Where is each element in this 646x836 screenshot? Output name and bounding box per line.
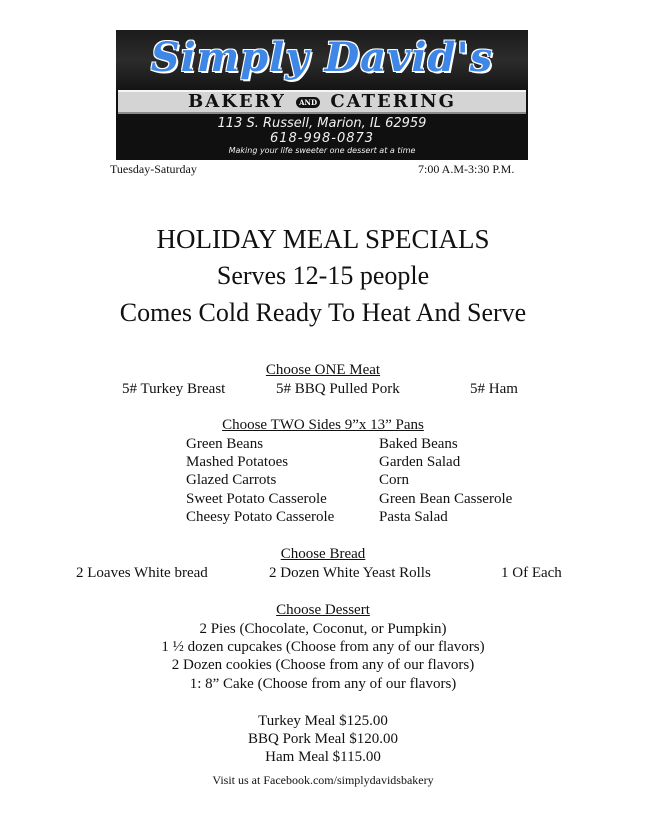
side-option: Sweet Potato Casserole: [186, 491, 327, 507]
dessert-header-text: Choose Dessert: [276, 602, 370, 618]
side-option: Green Beans: [186, 436, 264, 452]
side-option: Pasta Salad: [379, 509, 448, 525]
logo-phone: 618-998-0873: [269, 131, 375, 146]
dessert-section-header: [0, 602, 646, 619]
meat-option: 5# Ham: [470, 381, 518, 397]
logo-tagline-bakery: BAKERY: [188, 91, 286, 112]
bread-option: 1 Of Each: [501, 565, 562, 581]
dessert-option: 1 ½ dozen cupcakes (Choose from any of our flavors): [161, 639, 485, 655]
facebook-footer: Visit us at Facebook.com/simplydavidsbakery: [212, 773, 434, 787]
bread-section-header: [0, 546, 646, 563]
bread-option: 2 Loaves White bread: [76, 565, 208, 581]
meat-option: 5# Turkey Breast: [122, 381, 226, 397]
side-option: Cheesy Potato Casserole: [186, 509, 335, 525]
side-option: Baked Beans: [379, 436, 458, 452]
sides-header-text: Choose TWO Sides 9”x 13” Pans: [222, 417, 424, 433]
meat-option: 5# BBQ Pulled Pork: [276, 381, 400, 397]
logo-tagline: [118, 90, 526, 114]
dessert-option: 2 Pies (Chocolate, Coconut, or Pumpkin): [199, 621, 447, 637]
side-option: Mashed Potatoes: [186, 454, 289, 470]
side-option: Corn: [379, 472, 409, 488]
side-option: Green Bean Casserole: [379, 491, 513, 507]
page-title: HOLIDAY MEAL SPECIALS: [156, 224, 490, 254]
dessert-option: 1: 8” Cake (Choose from any of our flavors): [189, 676, 457, 692]
meat-section-header: [0, 362, 646, 379]
logo-tagline-and: AND: [296, 97, 320, 108]
price-line: BBQ Pork Meal $120.00: [248, 731, 398, 747]
bakery-logo: [116, 30, 528, 160]
dessert-option: 2 Dozen cookies (Choose from any of our flavors): [171, 657, 475, 673]
sides-section-header: [0, 417, 646, 434]
price-line: Turkey Meal $125.00: [258, 713, 388, 729]
business-hours: 7:00 A.M-3:30 P.M.: [418, 162, 515, 176]
meat-header-text: Choose ONE Meat: [265, 362, 381, 378]
logo-name: Simply David's: [150, 34, 494, 81]
bread-option: 2 Dozen White Yeast Rolls: [269, 565, 431, 581]
logo-tagline-catering: CATERING: [330, 91, 456, 112]
business-days: Tuesday-Saturday: [110, 162, 197, 176]
side-option: Garden Salad: [379, 454, 461, 470]
logo-slogan: Making your life sweeter one dessert at a time: [228, 146, 416, 155]
heat-serve-note: Comes Cold Ready To Heat And Serve: [119, 298, 527, 327]
logo-address: 113 S. Russell, Marion, IL 62959: [217, 116, 427, 131]
serves-line: Serves 12-15 people: [216, 261, 430, 290]
bread-header-text: Choose Bread: [280, 546, 366, 562]
side-option: Glazed Carrots: [186, 472, 277, 488]
price-line: Ham Meal $115.00: [265, 749, 381, 765]
